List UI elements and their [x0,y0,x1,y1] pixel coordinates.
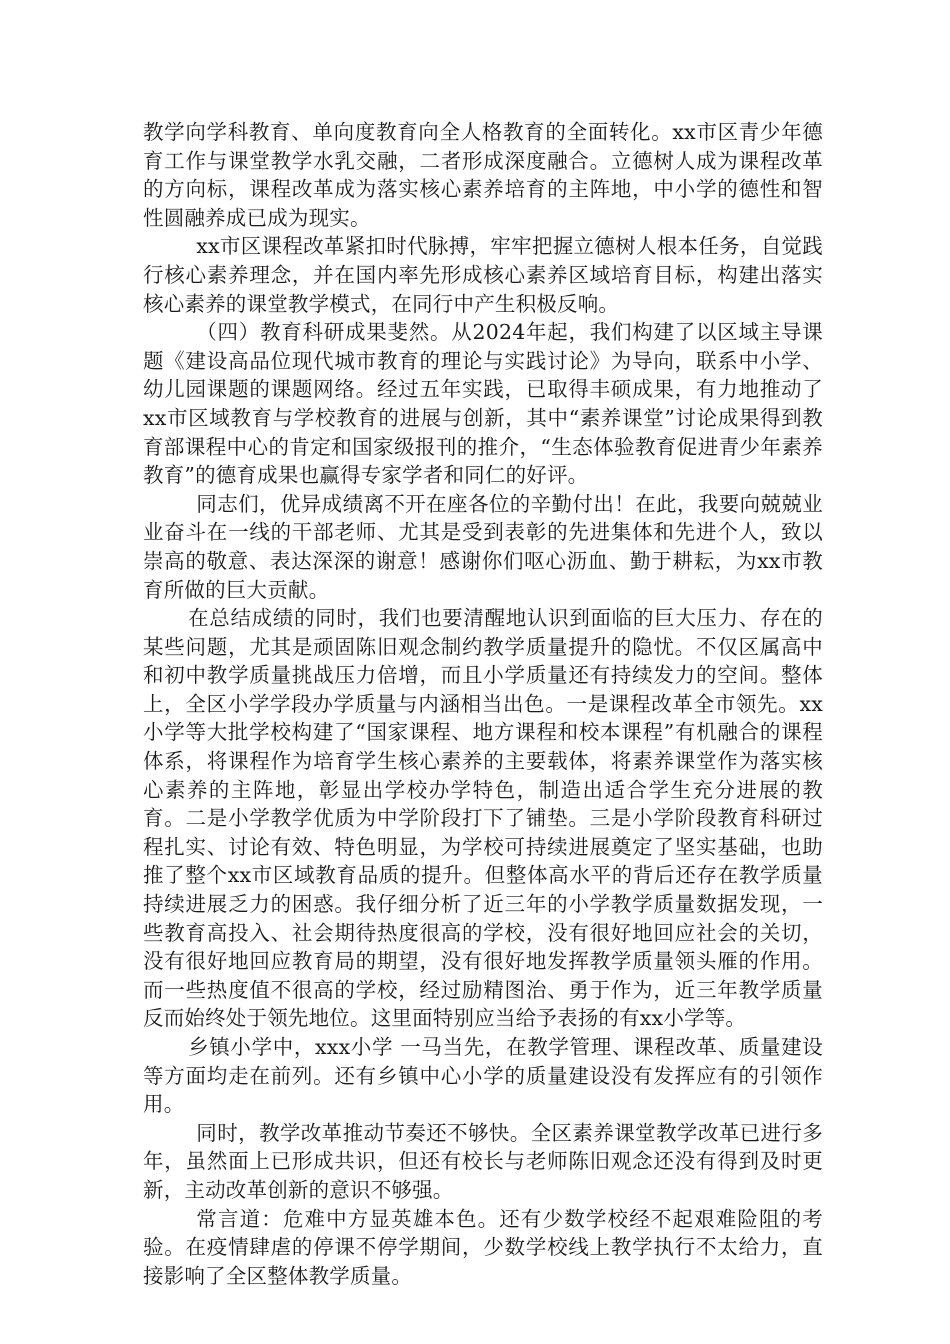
paragraph: 在总结成绩的同时，我们也要清醒地认识到面临的巨大压力、存在的某些问题，尤其是顽固陈旧观念制约教学质量提升的隐忧。不仅区属高中和初中教学质量挑战压力倍增，而且小学质量还有持续发力的空间。整体上，全区小学学段办学质量与内涵相当出色。一是课程改革全市领先。xx小学等大批学校构建了“国家课程、地方课程和校本课程”有机融合的课程体系，将课程作为培育学生核心素养的主要载体，将素养课堂作为落实核心素养的主阵地，彰显出学校办学特色，制造出适合学生充分进展的教育。二是小学教学优质为中学阶段打下了铺垫。三是小学阶段教育科研过程扎实、讨论有效、特色明显，为学校可持续进展奠定了坚实基础，也助推了整个xx市区域教育品质的提升。但整体高水平的背后还存在教学质量持续进展乏力的困惑。我仔细分析了近三年的小学教学质量数据发现，一些教育高投入、社会期待热度很高的学校，没有很好地回应社会的关切，没有很好地回应教育局的期望，没有很好地发挥教学质量领头雁的作用。而一些热度值不很高的学校，经过励精图治、勇于作为，近三年教学质量反而始终处于领先地位。这里面特别应当给予表扬的有xx小学等。 [143,606,823,1031]
paragraph: 常言道：危难中方显英雄本色。还有少数学校经不起艰难险阻的考验。在疫情肆虐的停课不停学期间，少数学校线上教学执行不太给力，直接影响了全区整体教学质量。 [143,1206,823,1288]
paragraph: 同时，教学改革推动节奏还不够快。全区素养课堂教学改革已进行多年，虽然面上已形成共识，但还有校长与老师陈旧观念还没有得到及时更新，主动改革创新的意识不够强。 [143,1120,823,1202]
paragraph: 教学向学科教育、单向度教育向全人格教育的全面转化。xx市区青少年德育工作与课堂教学水乳交融，二者形成深度融合。立德树人成为课程改革的方向标，课程改革成为落实核心素养培育的主阵地，中小学的德性和智性圆融养成已成为现实。 [143,120,823,230]
paragraph: xx市区课程改革紧扣时代脉搏，牢牢把握立德树人根本任务，自觉践行核心素养理念，并在国内率先形成核心素养区域培育目标，构建出落实核心素养的课堂教学模式，在同行中产生积极反响。 [143,234,823,316]
paragraph: 同志们，优异成绩离不开在座各位的辛勤付出！在此，我要向兢兢业业奋斗在一线的干部老师、尤其是受到表彰的先进集体和先进个人，致以崇高的敬意、表达深深的谢意！感谢你们呕心沥血、勤于耕耘，为xx市教育所做的巨大贡献。 [143,491,823,602]
document-body [143,118,823,1290]
paragraph: 乡镇小学中，xxx小学 一马当先，在教学管理、课程改革、质量建设等方面均走在前列。还有乡镇中心小学的质量建设没有发挥应有的引领作用。 [143,1035,823,1117]
paragraph: （四）教育科研成果斐然。从2024年起，我们构建了以区域主导课题《建设高品位现代城市教育的理论与实践讨论》为导向，联系中小学、幼儿园课题的课题网络。经过五年实践，已取得丰硕成果，有力地推动了xx市区域教育与学校教育的进展与创新，其中“素养课堂”讨论成果得到教育部课程中心的肯定和国家级报刊的推介，“生态体验教育促进青少年素养教育”的德育成果也赢得专家学者和同仁的好评。 [143,320,823,488]
